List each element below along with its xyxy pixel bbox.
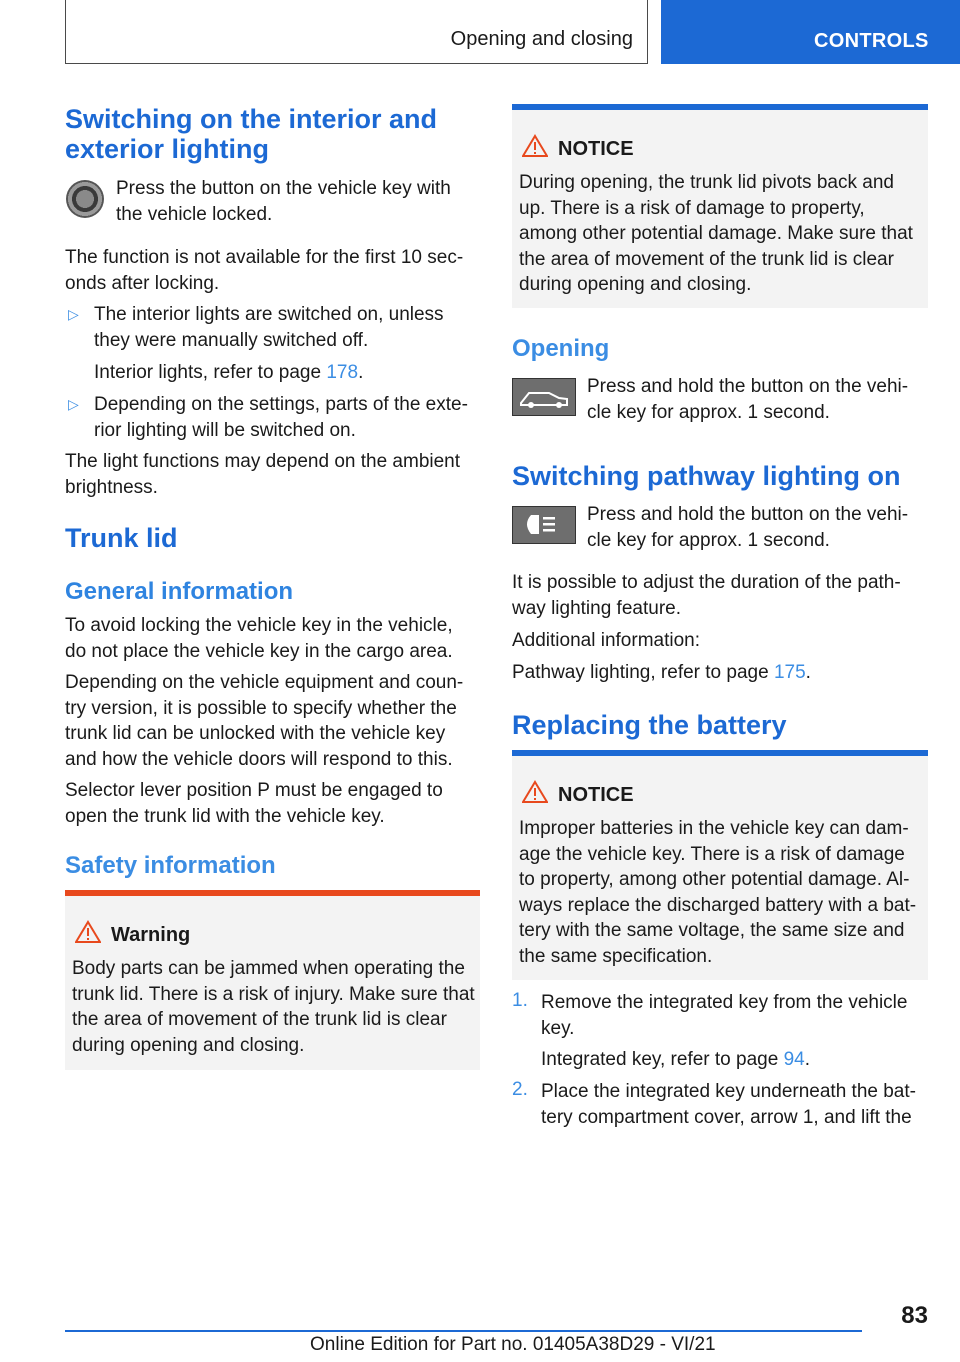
notice-text: Improper batteries in the vehicle key can dam-age the vehicle key. There is a risk of damage to property, among other potential damage. Al-ways replace the discharged battery with a bat-tery with the same voltage, the same size and the same specification.	[519, 818, 917, 967]
notice-title: NOTICE	[558, 138, 634, 160]
bullet-triangle-icon: ▷	[68, 306, 79, 322]
page-link-175[interactable]: 175	[773, 662, 806, 683]
paragraph-general-1: To avoid locking the vehicle key in the vehicle, do not place the vehicle key in the cargo area.	[65, 615, 453, 662]
warning-triangle-icon	[522, 780, 548, 804]
heading-trunk-lid: Trunk lid	[65, 523, 178, 553]
bullet-triangle-icon: ▷	[68, 396, 79, 412]
step-1-ref: Integrated key, refer to page 94.	[541, 1049, 810, 1070]
step-number: 1.	[512, 990, 528, 1011]
bullet-interior-ref: Interior lights, refer to page 178.	[94, 362, 364, 383]
step-1-text: Remove the integrated key from the vehicle key.	[541, 992, 908, 1039]
header-chapter-tab: CONTROLS	[661, 0, 960, 64]
page-link-94[interactable]: 94	[783, 1049, 805, 1070]
pathway-ref: Pathway lighting, refer to page 175.	[512, 662, 811, 683]
warning-triangle-icon	[522, 134, 548, 158]
paragraph-ambient: The light functions may depend on the ambient brightness.	[65, 451, 461, 498]
footer-divider	[65, 1330, 862, 1332]
step-number: 2.	[512, 1079, 528, 1100]
notice-box-trunk	[512, 104, 928, 308]
heading-pathway-lighting: Switching pathway lighting on	[512, 461, 901, 491]
paragraph-pathway-adjust: It is possible to adjust the duration of the path-way lighting feature.	[512, 572, 901, 619]
paragraph-additional-info: Additional information:	[512, 630, 700, 651]
warning-title: Warning	[111, 924, 191, 946]
bullet-exterior-lighting: Depending on the settings, parts of the exte-rior lighting will be switched on.	[94, 394, 468, 441]
paragraph-function: The function is not available for the first 10 sec-onds after locking.	[65, 247, 464, 294]
header-section-box	[65, 0, 648, 64]
warning-box	[65, 890, 480, 1070]
footer-edition: Online Edition for Part no. 01405A38D29 - VI/21	[310, 1334, 716, 1355]
heading-general-information: General information	[65, 578, 294, 605]
page-link-178[interactable]: 178	[326, 362, 359, 383]
warning-triangle-icon	[75, 920, 101, 944]
warning-text: Body parts can be jammed when operating the trunk lid. There is a risk of injury. Make sure that the area of movement of the trunk lid is clear during opening and closing.	[72, 958, 475, 1056]
opening-text: Press and hold the button on the vehi-cle key for approx. 1 second.	[587, 376, 909, 423]
heading-lighting: Switching on the interior and exterior lighting	[65, 104, 438, 164]
paragraph-general-3: Selector lever position P must be engaged to open the trunk lid with the vehicle key.	[65, 780, 443, 827]
heading-safety-information: Safety information	[65, 852, 276, 879]
header-section-title: Opening and closing	[450, 28, 633, 50]
step-2-text: Place the integrated key underneath the bat-tery compartment cover, arrow 1, and lift the	[541, 1081, 916, 1128]
notice-box-battery	[512, 750, 928, 980]
heading-replacing-battery: Replacing the battery	[512, 710, 787, 740]
vehicle-key-logo-icon	[66, 180, 104, 218]
page-number: 83	[901, 1302, 928, 1329]
bullet-interior-lights: The interior lights are switched on, unless they were manually switched off.	[94, 304, 444, 351]
pathway-text: Press and hold the button on the vehi-cle key for approx. 1 second.	[587, 504, 909, 551]
headlight-button-icon	[512, 506, 576, 544]
notice-title: NOTICE	[558, 784, 634, 806]
notice-text: During opening, the trunk lid pivots back and up. There is a risk of damage to property, among other potential damage. Make sure that the area of movement of the trunk lid is clear during opening and closing.	[519, 172, 913, 295]
heading-opening: Opening	[512, 335, 610, 362]
lighting-icon-text: Press the button on the vehicle key with the vehicle locked.	[116, 178, 451, 225]
trunk-button-icon	[512, 378, 576, 416]
paragraph-general-2: Depending on the vehicle equipment and coun-try version, it is possible to specify whether the trunk lid can be unlocked with the vehicle key and how the vehicle doors will respond to this.	[65, 672, 464, 770]
